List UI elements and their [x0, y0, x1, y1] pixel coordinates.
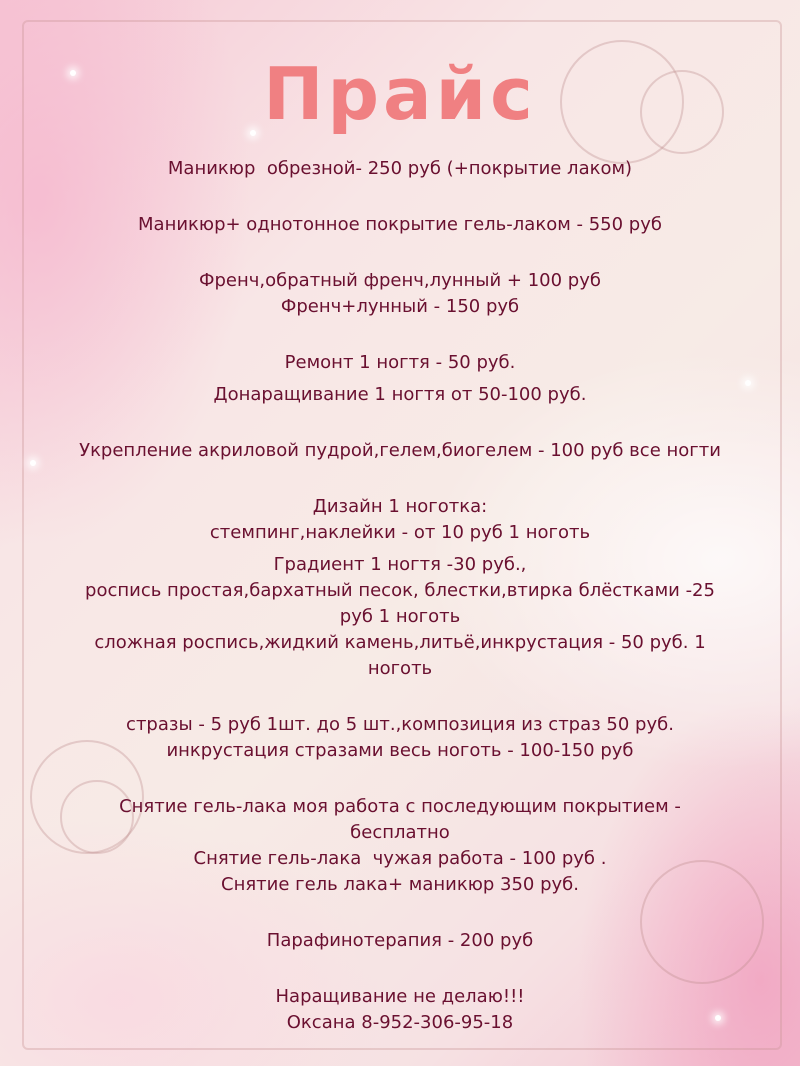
price-item: бесплатно [350, 822, 450, 843]
price-item: инкрустация стразами весь ноготь - 100-150 руб [166, 740, 634, 761]
price-item: Дизайн 1 ноготка: [312, 496, 488, 517]
price-item: Френч,обратный френч,лунный + 100 руб [199, 270, 601, 291]
price-list [0, 156, 800, 1036]
price-item: Снятие гель лака+ маникюр 350 руб. [221, 874, 579, 895]
price-item: руб 1 ноготь [339, 606, 461, 627]
price-item: стемпинг,наклейки - от 10 руб 1 ноготь [209, 522, 591, 543]
price-item: Ремонт 1 ногтя - 50 руб. [284, 352, 516, 373]
price-item: Френч+лунный - 150 руб [280, 296, 520, 317]
price-item: Парафинотерапия - 200 руб [266, 930, 534, 951]
price-item: Снятие гель-лака моя работа с последующим покрытием - [119, 796, 681, 817]
price-item: Градиент 1 ногтя -30 руб., [273, 554, 527, 575]
price-item: роспись простая,бархатный песок, блестки,втирка блёстками -25 [85, 580, 715, 601]
price-item: Укрепление акриловой пудрой,гелем,биогелем - 100 руб все ногти [79, 440, 721, 461]
page-title: Прайс [263, 52, 537, 136]
price-item: сложная роспись,жидкий камень,литьё,инкрустация - 50 руб. 1 [94, 632, 706, 653]
note-text: Наращивание не делаю!!! [275, 986, 525, 1007]
contact-text: Оксана 8-952-306-95-18 [286, 1012, 514, 1033]
price-item: Маникюр+ однотонное покрытие гель-лаком - 550 руб [138, 214, 662, 235]
price-item: Донаращивание 1 ногтя от 50-100 руб. [213, 384, 587, 405]
price-item: стразы - 5 руб 1шт. до 5 шт.,композиция из страз 50 руб. [126, 714, 674, 735]
price-item: Снятие гель-лака чужая работа - 100 руб . [193, 848, 607, 869]
price-item: ноготь [367, 658, 433, 679]
price-item: Маникюр обрезной- 250 руб (+покрытие лаком) [167, 158, 633, 179]
